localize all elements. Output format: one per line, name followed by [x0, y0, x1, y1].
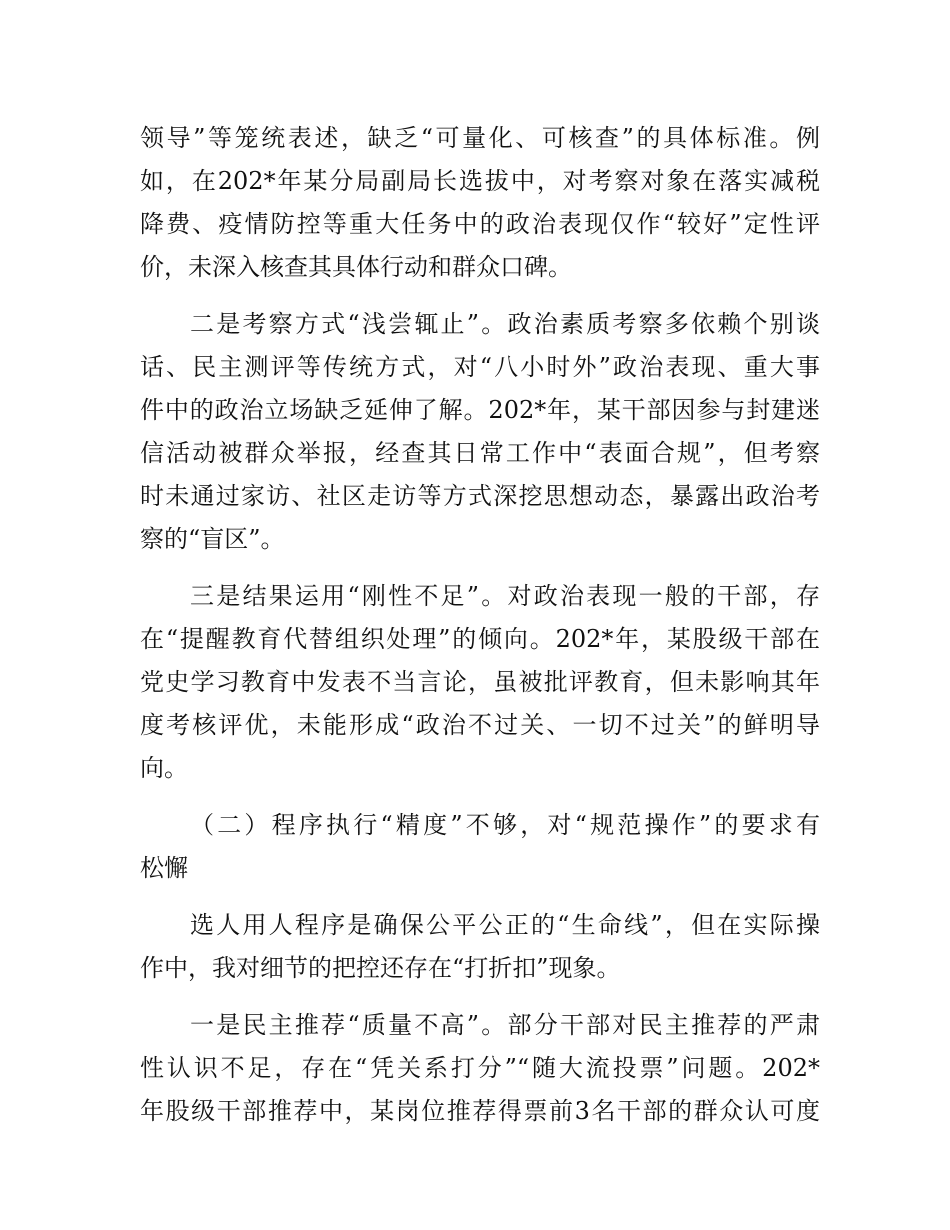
text-line: 察的“盲区”。 [140, 525, 285, 553]
text-line: 领导”等笼统表述，缺乏“可量化、可核查”的具体标准。例 [140, 124, 820, 152]
text-line: 话、民主测评等传统方式，对“八小时外”政治表现、重大事 [140, 353, 820, 381]
text-line: 度考核评优，未能形成“政治不过关、一切不过关”的鲜明导 [140, 711, 820, 739]
section-heading-line: （二）程序执行“精度”不够，对“规范操作”的要求有 [190, 811, 820, 839]
text-line: 在“提醒教育代替组织处理”的倾向。202*年，某股级干部在 [140, 625, 820, 653]
text-line: 三是结果运用“刚性不足”。对政治表现一般的干部，存 [190, 582, 820, 610]
text-line: 信活动被群众举报，经查其日常工作中“表面合规”，但考察 [140, 439, 820, 467]
text-line: 如，在202*年某分局副局长选拔中，对考察对象在落实减税 [140, 167, 820, 195]
text-line: 一是民主推荐“质量不高”。部分干部对民主推荐的严肃 [190, 1011, 820, 1039]
section-heading-line: 松懈 [140, 854, 188, 882]
text-line: 时未通过家访、社区走访等方式深挖思想动态，暴露出政治考 [140, 482, 820, 510]
text-line: 选人用人程序是确保公平公正的“生命线”，但在实际操 [190, 911, 820, 939]
text-line: 降费、疫情防控等重大任务中的政治表现仅作“较好”定性评 [140, 210, 820, 238]
text-line: 性认识不足，存在“凭关系打分”“随大流投票”问题。202* [140, 1054, 820, 1082]
text-line: 二是考察方式“浅尝辄止”。政治素质考察多依赖个别谈 [190, 310, 820, 338]
text-line: 年股级干部推荐中，某岗位推荐得票前3名干部的群众认可度 [140, 1097, 820, 1125]
text-line: 党史学习教育中发表不当言论，虽被批评教育，但未影响其年 [140, 668, 820, 696]
text-line: 价，未深入核查其具体行动和群众口碑。 [140, 253, 572, 281]
text-line: 向。 [140, 754, 188, 782]
text-line: 件中的政治立场缺乏延伸了解。202*年，某干部因参与封建迷 [140, 396, 820, 424]
text-line: 作中，我对细节的把控还存在“打折扣”现象。 [140, 954, 621, 982]
